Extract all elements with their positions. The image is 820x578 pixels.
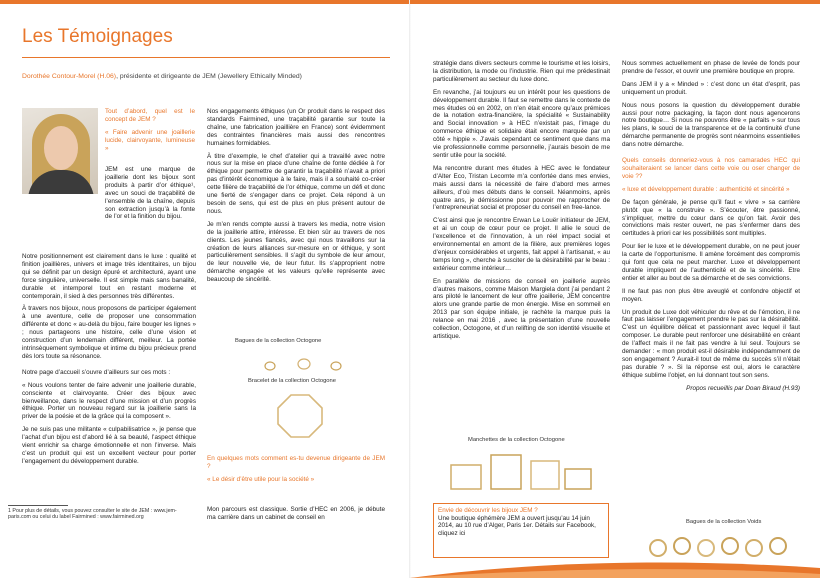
col2-p3: Je m’en rends compte aussi à travers les media, notre vision de la joaillerie attire, intéresse. Et bien sûr au travers de nos clients. Les jeunes fiancés, avec qui nous travaillons sur la création de leurs alliances sur-mesure en or éthique, y sont particulièrement sensibles. Il s’agit du symbole de leur amour, de leur nouvelle vie, de leur futur. Ils s’approprient notre démarche engagée et les valeurs qu’elle représente avec beaucoup de sincérité. (207, 220, 385, 284)
column-3 (433, 60, 610, 346)
column-2 (207, 108, 385, 289)
col1-p3: À travers nos bijoux, nous proposons de participer également à une aventure, celle de proposer une consommation différente et donc « au-delà du bijou, faire bouger les lignes » ; nous partageons une histoire, celle d’une vision et construction d’un lendemain différent, meilleur. La portée intrinsèquement symbolique et intime du bijou précieux prend dès lors toute sa résonance. (22, 305, 196, 360)
col3-p5: En parallèle de missions de conseil en joaillerie auprès d’autres maisons, comme Maison Margiela dont j’ai pendant 2 ans piloté le lancement de leur offre joaillerie, JEM concentre alors une grande partie de mon énergie. Mise en sommeil en 2013 par son équipe initiale, je rachète la marque puis la relance en mai 2016 , avec la présentation d’une nouvelle collection, Octogone, et d’un relifting de son identité visuelle et artistique. (433, 277, 610, 340)
interview-credit: Propos recueillis par Doan Biraud (H.93) (686, 384, 800, 392)
question-2: En quelques mots comment es-tu devenue dirigeante de JEM ? (207, 455, 385, 470)
portrait-photo (22, 108, 98, 194)
col3-p1: stratégie dans divers secteurs comme le tourisme et les loisirs, la distribution, la mode ou l’industrie. Rien qui me prédestinait particulièrement au secteur du luxe donc. (433, 60, 610, 83)
caption-octogone-bracelet: Bracelet de la collection Octogone (248, 378, 336, 384)
col3-p4: C’est ainsi que je rencontre Erwan Le Louër initiateur de JEM, et ai un coup de cœur pour ce projet. Il allie le souci de l’excellence et de l’innovation, à un réel impact social et environnemental en amont de la filière, aux premières loges d’enjeux considérables et urgents, fait appel à l’artisanat, « au temps long », cherche à susciter de la désirabilité par le beau : extérieur comme intérieur… (433, 217, 610, 272)
col4-p6: Il ne faut pas non plus être aveuglé et confondre objectif et moyen. (622, 287, 800, 303)
col2-p2: À titre d’exemple, le chef d’atelier qui a travaillé avec notre nous sur la mise en place d’une chaîne de fonte dédiée à l’or éthique pour permettre de garantir la traçabilité n’avait a priori pas d’intérêt économique à le faire, mais il a souhaité co-créer cette filière de traçabilité de l’or éthique, comme un défi et donc une fierté de s’engager dans ce projet. Cela répond à un besoin de sens, qui est de plus en plus présent autour de nous. (207, 152, 385, 215)
col3-p2: En revanche, j’ai toujours eu un intérêt pour les questions de développement durable. Il faut se remettre dans le contexte de mes études où en 2002, on n’en était encore qu’aux prémices de la notation extra-financière, la spécialité « Sustainability and Social innovation » à HEC n’existait pas, l’image du commerce éthique et solidaire était encore marquée par un côté « hippie ». J’avais cependant ce sentiment que dans ma vie professionnelle comme personnelle, j’aurais besoin de me sentir utile pour la société. (433, 88, 610, 159)
paragraph-1-part (105, 166, 195, 226)
col4-p4: De façon générale, je pense qu’il faut « vivre » sa carrière plutôt que « la construire ». S’écouter, être passionné, s’impliquer, mettre du cœur dans ce qu’on fait. Avoir des convictions mais rester ouvert, ne pas s’enfermer dans des certitudes à priori car les possibilités sont multiples. (622, 198, 800, 238)
col2-p1: Nos engagements éthiques (un Or produit dans le respect des standards Fairmined, une traçabilité garantie sur toute la chaîne, une fabrication joaillière en France) sont évidemment des contraintes financières mais aussi des rencontres humaines formidables. (207, 108, 385, 147)
caption-octogone-cuffs: Manchettes de la collection Octogone (468, 437, 565, 443)
bottom-orange-swoosh (410, 554, 820, 578)
column-1 (22, 253, 196, 471)
octogone-cuffs-image (447, 447, 597, 493)
col1-p6: Je ne suis pas une militante « culpabilisatrice », je pense que l’achat d’un bijou est d’abord lié à sa beauté, l’aspect éthique vient enrichir sa charge émotionnelle et non l’inverse. Mais c’est un produit qui est un excellent vecteur pour porter l’engagement du développement durable. (22, 426, 196, 465)
boutique-info-box (433, 503, 609, 558)
column-2-bottom (207, 455, 385, 527)
column-4 (622, 60, 800, 398)
top-accent-bar-right (410, 0, 820, 4)
col4-p2: Dans JEM il y a « Minded » : c’est donc un état d’esprit, pas uniquement un produit. (622, 80, 800, 96)
octogone-rings-image (248, 350, 358, 376)
top-accent-bar (0, 0, 410, 4)
octogone-bracelet-image (275, 392, 325, 440)
col4-p7: Un produit de Luxe doit véhiculer du rêve et de l’émotion, il ne faut pas laisser l’engagement prendre le pas sur la désirabilité. C’est un équilibre délicat et passionnant avec lequel il faut composer. Le durable peut renforcer une désirabilité en créant de l’affect mais il ne fait pas vendre à lui seul. Toujours se demander : « mon produit est-il désirable indépendamment de son engagement ? Aurait-il tout de même du succès s’il n’était pas durable ? ». Si la réponse est oui, alors le caractère éthique sublime l’objet, en lui donnant tout son sens. (622, 308, 800, 379)
col4-p3: Nous nous posons la question du développement durable aussi pour notre packaging, la façon dont nous agencerons notre boutique… Si nous ne pouvons être « parfaits » sur tous les plans, le souci de la transparence et de la continuité d’une démarche permanente de progrès sont néanmoins essentielles dans notre démarche. (622, 101, 800, 149)
answer-2: « Le désir d’être utile pour la société » (207, 475, 315, 483)
byline-role: , présidente et dirigeante de JEM (Jewellery Ethically Minded) (116, 73, 302, 80)
question-3: Quels conseils donneriez-vous à nos camarades HEC qui souhaiteraient se lancer dans cette voie ou oser changer de voie ?? (622, 157, 800, 180)
col3-p3: Ma rencontre durant mes études à HEC avec le fondateur d’Alter Eco, Tristan Lecomte m’a confortée dans mes envies, mais aussi dans la nécessité de faire d’abord mes armes ailleurs, d’où mes débuts dans le conseil. Néanmoins, après quatre ans, je démissionne pour pouvoir me rapprocher de l’entrepreneuriat social et proposer du conseil en free-lance. (433, 164, 610, 212)
col2-p4: Mon parcours est classique. Sortie d’HEC en 2006, je débute ma carrière dans un cabinet de conseil en (207, 505, 385, 521)
caption-voids-rings: Bagues de la collection Voids (686, 519, 762, 525)
title-rule (22, 57, 390, 58)
col1-p4: Notre page d’accueil s’ouvre d’ailleurs sur ces mots : (22, 368, 171, 376)
page-title: Les Témoignages (22, 26, 173, 47)
col1-p2: Notre positionnement est clairement dans le luxe : qualité et finition joaillières, univers et image très identitaires, un bijou qui se définit par un design épuré et architecturé, ayant une force singulière, universelle. Il est simple mais sans banalité, durable et intemporel tout en restant moderne et contemporain, il sied à des personnes très différentes. (22, 253, 196, 300)
footnote: 1 Pour plus de détails, vous pouvez consulter le site de JEM : www.jem-paris.com ou celui du label Fairmined : www.fairmined.org (8, 508, 177, 521)
col1-p5: « Nous voulons tenter de faire advenir une joaillerie durable, consciente et clairvoyante. Créer des bijoux avec bienveillance, dans le respect d’une mission et d’un progrès éthique. Porter un nouveau regard sur la joaillerie sans la priver de la poésie et de la grâce qui la composent ». (22, 381, 196, 421)
col4-p1: Nous sommes actuellement en phase de levée de fonds pour prendre de l’essor, et ouvrir une première boutique en propre. (622, 60, 800, 75)
byline-name: Dorothée Contour-Morel (H.06) (22, 73, 117, 80)
intro-question-block (105, 108, 195, 158)
boutique-box-title: Envie de découvrir les bijoux JEM ? (438, 507, 538, 514)
caption-octogone-rings: Bagues de la collection Octogone (235, 338, 322, 344)
col1-p1: JEM est une marque de joaillerie dont les bijoux sont produits à partir d’or éthique¹, avec un souci de traçabilité de l’ensemble de la chaîne, depuis son extraction jusqu’à la fonte de l’or et la finition du bijou. (105, 166, 195, 221)
question-1: Tout d’abord, quel est le concept de JEM ? (105, 108, 195, 123)
boutique-box-text[interactable]: Une boutique éphémère JEM a ouvert jusqu’au 14 juin 2014, au 10 rue d’Alger, Paris 1er. Détails sur Facebook, cliquez ici (438, 514, 596, 537)
byline (22, 73, 402, 80)
answer-1: « Faire advenir une joaillerie lucide, clairvoyante, lumineuse » (105, 128, 195, 152)
answer-3: « luxe et développement durable : authenticité et sincérité » (622, 185, 790, 193)
col4-p5: Pour lier le luxe et le développement durable, on ne peut jouer la carte de l’opportunisme. Il amène forcément des compromis qui font que cela ne peut marcher. Luxe et développement durable impliquent de l’authenticité et de la sincérité. Etre entier et aller au bout de sa démarche et de ses convictions. (622, 243, 800, 282)
footnote-rule (8, 505, 68, 506)
